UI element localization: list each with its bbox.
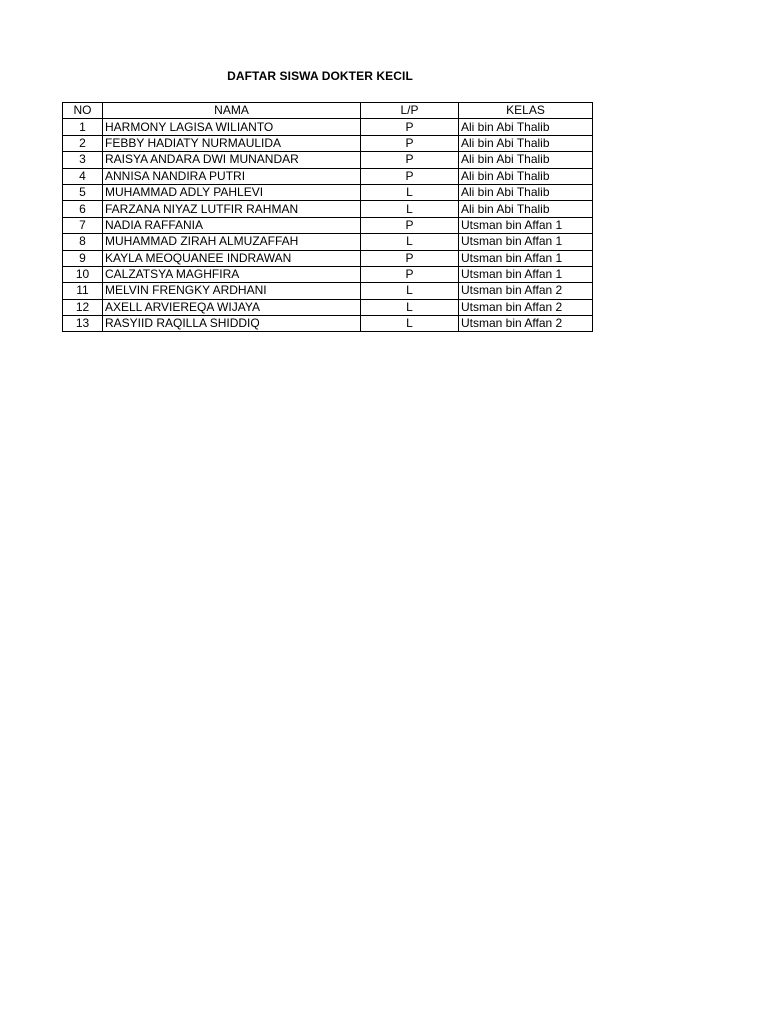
table-row	[63, 135, 593, 151]
cell-no: 1	[63, 119, 103, 135]
cell-kelas: Ali bin Abi Thalib	[459, 201, 593, 217]
cell-kelas: Utsman bin Affan 1	[459, 217, 593, 233]
cell-nama: MUHAMMAD ZIRAH ALMUZAFFAH	[103, 234, 361, 250]
cell-kelas: Utsman bin Affan 2	[459, 299, 593, 315]
header-no: NO	[63, 103, 103, 119]
table-row	[63, 217, 593, 233]
cell-kelas: Ali bin Abi Thalib	[459, 119, 593, 135]
cell-lp: L	[361, 234, 459, 250]
cell-nama: NADIA RAFFANIA	[103, 217, 361, 233]
cell-kelas: Ali bin Abi Thalib	[459, 152, 593, 168]
table-row	[63, 266, 593, 282]
cell-no: 5	[63, 184, 103, 200]
cell-lp: P	[361, 119, 459, 135]
cell-lp: L	[361, 184, 459, 200]
cell-kelas: Ali bin Abi Thalib	[459, 168, 593, 184]
cell-nama: MELVIN FRENGKY ARDHANI	[103, 283, 361, 299]
cell-lp: L	[361, 283, 459, 299]
table-row	[63, 119, 593, 135]
cell-no: 12	[63, 299, 103, 315]
cell-lp: P	[361, 266, 459, 282]
cell-nama: KAYLA MEOQUANEE INDRAWAN	[103, 250, 361, 266]
cell-kelas: Ali bin Abi Thalib	[459, 135, 593, 151]
header-nama: NAMA	[103, 103, 361, 119]
table-row	[63, 184, 593, 200]
cell-no: 4	[63, 168, 103, 184]
cell-lp: P	[361, 250, 459, 266]
student-table	[62, 102, 593, 332]
cell-kelas: Utsman bin Affan 2	[459, 283, 593, 299]
table-header-row	[63, 103, 593, 119]
cell-no: 6	[63, 201, 103, 217]
cell-lp: P	[361, 217, 459, 233]
cell-no: 9	[63, 250, 103, 266]
cell-nama: CALZATSYA MAGHFIRA	[103, 266, 361, 282]
cell-no: 7	[63, 217, 103, 233]
cell-nama: FARZANA NIYAZ LUTFIR RAHMAN	[103, 201, 361, 217]
header-lp: L/P	[361, 103, 459, 119]
table-row	[63, 283, 593, 299]
cell-lp: L	[361, 316, 459, 332]
cell-kelas: Utsman bin Affan 2	[459, 316, 593, 332]
cell-kelas: Utsman bin Affan 1	[459, 266, 593, 282]
table-row	[63, 234, 593, 250]
cell-no: 8	[63, 234, 103, 250]
table-row	[63, 299, 593, 315]
cell-nama: RASYIID RAQILLA SHIDDIQ	[103, 316, 361, 332]
cell-no: 13	[63, 316, 103, 332]
cell-nama: MUHAMMAD ADLY PAHLEVI	[103, 184, 361, 200]
cell-nama: AXELL ARVIEREQA WIJAYA	[103, 299, 361, 315]
cell-nama: FEBBY HADIATY NURMAULIDA	[103, 135, 361, 151]
header-kelas: KELAS	[459, 103, 593, 119]
cell-lp: L	[361, 201, 459, 217]
cell-no: 11	[63, 283, 103, 299]
cell-kelas: Utsman bin Affan 1	[459, 250, 593, 266]
cell-no: 10	[63, 266, 103, 282]
page-title: DAFTAR SISWA DOKTER KECIL	[227, 69, 413, 83]
cell-lp: L	[361, 299, 459, 315]
cell-lp: P	[361, 135, 459, 151]
table-row	[63, 201, 593, 217]
table-body	[63, 119, 593, 332]
cell-lp: P	[361, 152, 459, 168]
cell-nama: ANNISA NANDIRA PUTRI	[103, 168, 361, 184]
cell-nama: RAISYA ANDARA DWI MUNANDAR	[103, 152, 361, 168]
cell-kelas: Utsman bin Affan 1	[459, 234, 593, 250]
cell-no: 3	[63, 152, 103, 168]
table-row	[63, 168, 593, 184]
cell-nama: HARMONY LAGISA WILIANTO	[103, 119, 361, 135]
cell-lp: P	[361, 168, 459, 184]
table-row	[63, 250, 593, 266]
cell-no: 2	[63, 135, 103, 151]
table-row	[63, 316, 593, 332]
table-row	[63, 152, 593, 168]
cell-kelas: Ali bin Abi Thalib	[459, 184, 593, 200]
